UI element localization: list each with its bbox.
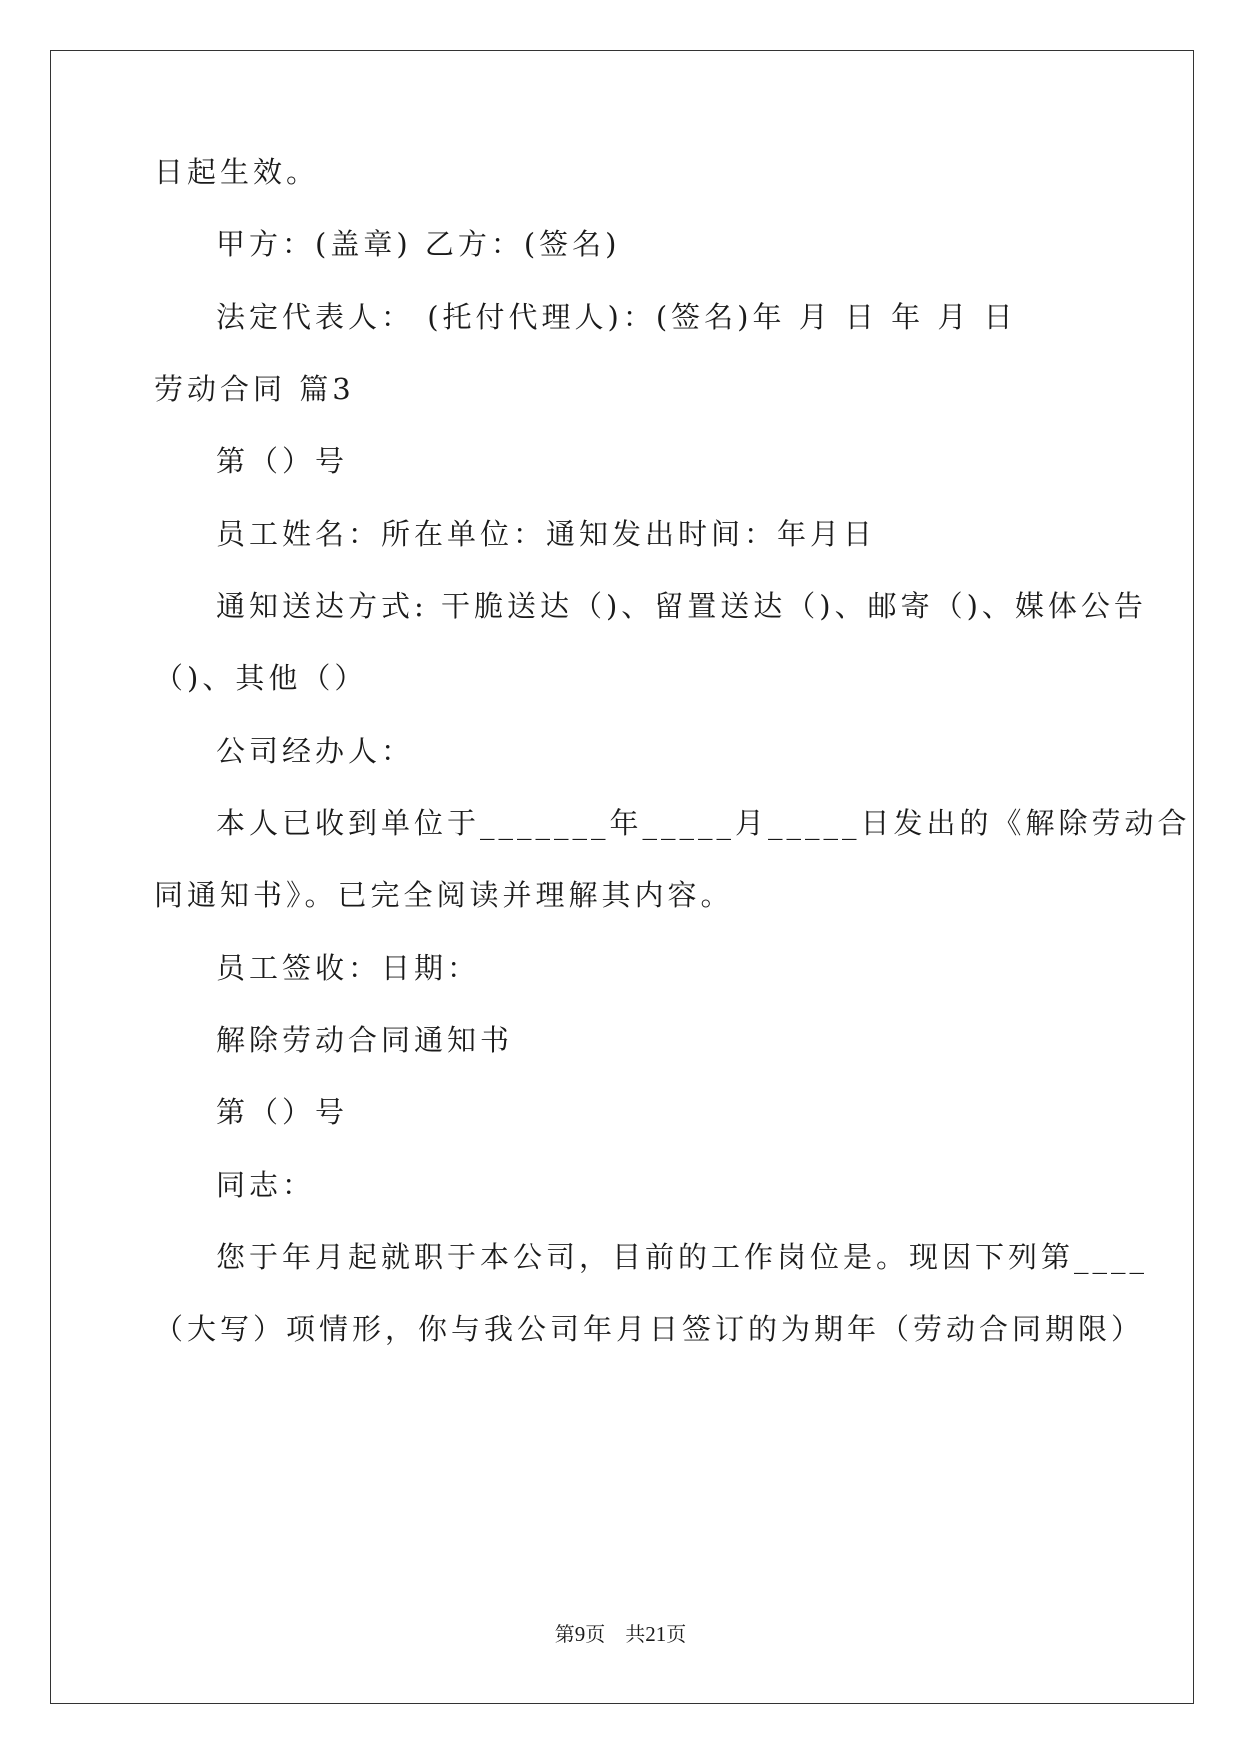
footer-suffix: 页 (666, 1622, 687, 1646)
text-line-body-2: （大写）项情形，你与我公司年月日签订的为期年（劳动合同期限） (154, 1312, 1145, 1346)
page-border (50, 50, 1194, 1704)
page-footer (0, 1618, 1241, 1647)
text-line-number-2: 第（）号 (216, 1095, 349, 1129)
text-line-delivery-method: 通知送达方式: 干脆送达（)、留置送达（)、邮寄（)、媒体公告 (216, 589, 1147, 623)
text-line-delivery-other: （)、其他（） (154, 661, 368, 695)
footer-middle: 页 共 (585, 1622, 646, 1646)
text-line-receipt: 本人已收到单位于_______年_____月_____日发出的《解除劳动合 (216, 806, 1191, 840)
text-line-handler: 公司经办人： (216, 734, 415, 768)
text-line-parties: 甲方：(盖章) 乙方：(签名) (216, 227, 621, 261)
text-line-receipt-cont: 同通知书》。已完全阅读并理解其内容。 (154, 878, 734, 912)
section-heading: 劳动合同 篇3 (154, 372, 355, 406)
text-line-effective: 日起生效。 (154, 155, 320, 189)
text-line-signature: 员工签收：日期： (216, 951, 481, 985)
text-line-body-1: 您于年月起就职于本公司，目前的工作岗位是。现因下列第____ (216, 1240, 1149, 1274)
text-line-salutation: 同志： (216, 1168, 316, 1202)
footer-prefix: 第 (554, 1622, 575, 1646)
notice-title: 解除劳动合同通知书 (216, 1023, 514, 1057)
footer-total-pages: 21 (645, 1622, 667, 1646)
text-line-representative: 法定代表人： (托付代理人)：(签名)年 月 日 年 月 日 (216, 300, 1017, 334)
text-line-employee-info: 员工姓名：所在单位：通知发出时间：年月日 (216, 517, 877, 551)
footer-page-number: 9 (574, 1622, 586, 1646)
text-line-number: 第（）号 (216, 444, 349, 478)
